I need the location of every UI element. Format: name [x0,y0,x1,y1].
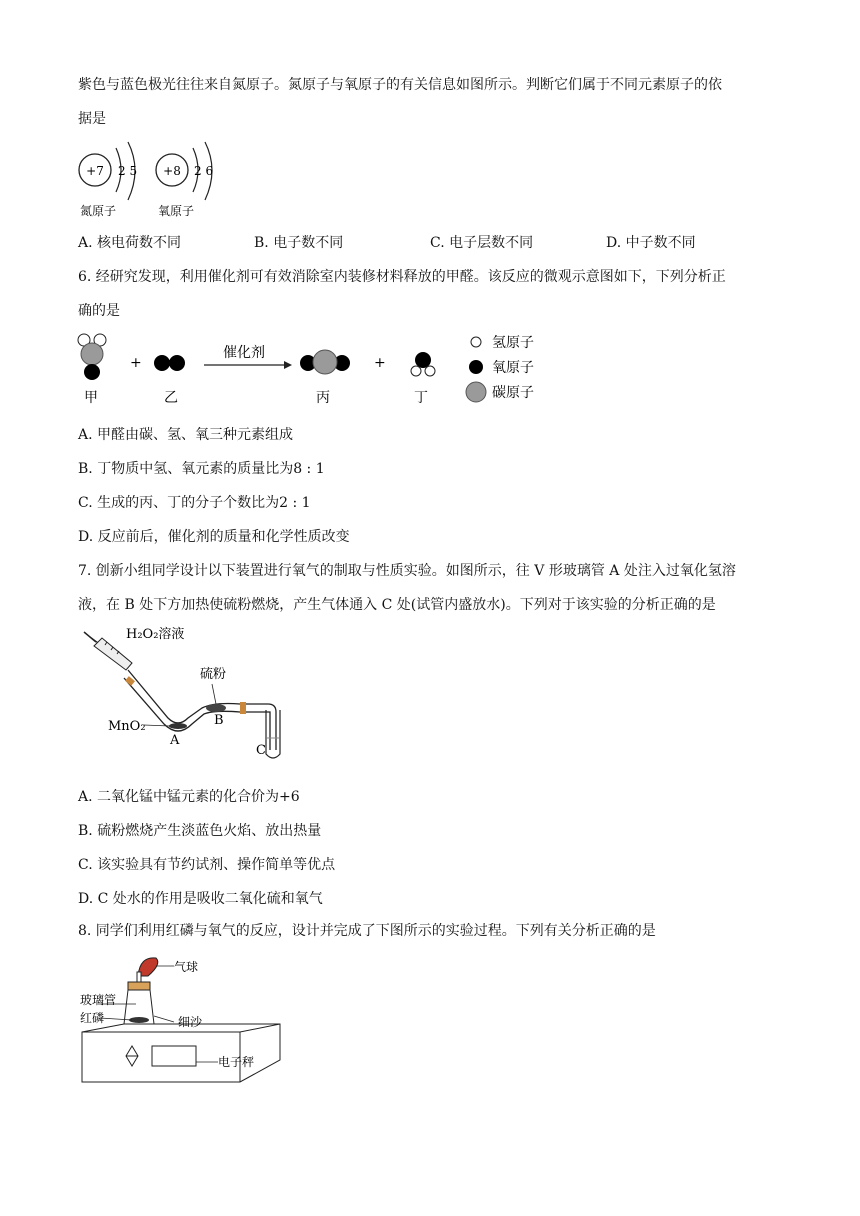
legend-oxygen: 氧原子 [492,360,534,376]
q6-option-d[interactable]: D. 反应前后，催化剂的质量和化学性质改变 [78,529,350,545]
q7-option-d[interactable]: D. C 处水的作用是吸收二氧化硫和氧气 [78,891,323,907]
scale-label: 电子秤 [218,1055,255,1069]
mno2-label: MnO₂ [108,719,146,734]
oxygen-shells: 2 6 [194,164,214,178]
point-c-label: C [256,743,266,758]
molecule-yi [154,355,185,371]
q8-text: 8. 同学们利用红磷与氧气的反应，设计并完成了下图所示的实验过程。下列有关分析正确的是 [78,923,656,939]
q7-text-line2: 液，在 B 处下方加热使硫粉燃烧，产生气体通入 C 处(试管内盛放水)。下列对于该实验的分析正确的是 [78,597,716,613]
q6-text-line2: 确的是 [78,303,120,319]
q7-text-line1: 7. 创新小组同学设计以下装置进行氧气的制取与性质实验。如图所示，往 V 形玻璃管 A 处注入过氧化氢溶 [78,563,736,579]
q6-option-c[interactable]: C. 生成的丙、丁的分子个数比为2 : 1 [78,495,311,511]
label-yi: 乙 [164,390,178,406]
arrow-label: 催化剂 [223,345,265,361]
sand-label: 细沙 [178,1015,203,1029]
sulfur-label: 硫粉 [200,667,227,682]
syringe [84,632,132,670]
oxygen-label: 氧原子 [158,204,195,218]
red-phosphorus-apparatus [80,952,290,1092]
q5-option-c[interactable]: C. 电子层数不同 [430,235,534,251]
plus-1: + [130,355,142,371]
red-phosphorus-label: 红磷 [80,1011,105,1025]
label-bing: 丙 [316,390,330,406]
q6-option-b[interactable]: B. 丁物质中氢、氧元素的质量比为8 : 1 [78,461,325,477]
molecule-bing [300,350,350,374]
legend [466,335,534,402]
label-ding: 丁 [414,390,428,406]
molecule-jia [78,334,106,380]
q7-option-b[interactable]: B. 硫粉燃烧产生淡蓝色火焰、放出热量 [78,823,322,839]
molecule-ding [411,352,435,376]
q5-text-line2: 据是 [78,111,106,127]
q6-option-a[interactable]: A. 甲醛由碳、氢、氧三种元素组成 [78,427,294,443]
q7-option-a[interactable]: A. 二氧化锰中锰元素的化合价为+6 [78,789,300,805]
point-a-label: A [170,733,180,748]
glass-tube-label: 玻璃管 [80,993,117,1007]
q6-text-line1: 6. 经研究发现，利用催化剂可有效消除室内装修材料释放的甲醛。该反应的微观示意图如下，下列分析正 [78,269,726,285]
nitrogen-label: 氮原子 [80,204,117,218]
v-tube-apparatus [80,626,300,766]
reaction-microscopic-diagram [78,330,558,410]
label-jia: 甲 [84,390,98,406]
q7-option-c[interactable]: C. 该实验具有节约试剂、操作简单等优点 [78,857,336,873]
oxygen-nucleus: +8 [163,164,181,178]
nitrogen-shells: 2 5 [118,164,138,178]
point-b-label: B [214,713,224,728]
q5-option-b[interactable]: B. 电子数不同 [254,235,344,251]
nitrogen-nucleus: +7 [86,164,104,178]
plus-2: + [374,355,386,371]
legend-carbon: 碳原子 [492,385,534,401]
q5-option-a[interactable]: A. 核电荷数不同 [78,235,182,251]
legend-hydrogen: 氢原子 [492,335,534,351]
q5-text-line1: 紫色与蓝色极光往往来自氮原子。氮原子与氧原子的有关信息如图所示。判断它们属于不同元素原子的依 [78,77,722,93]
q5-option-d[interactable]: D. 中子数不同 [606,235,696,251]
h2o2-label: H₂O₂溶液 [126,627,185,642]
balloon-label: 气球 [174,960,199,974]
atom-structure-diagram [78,138,218,223]
